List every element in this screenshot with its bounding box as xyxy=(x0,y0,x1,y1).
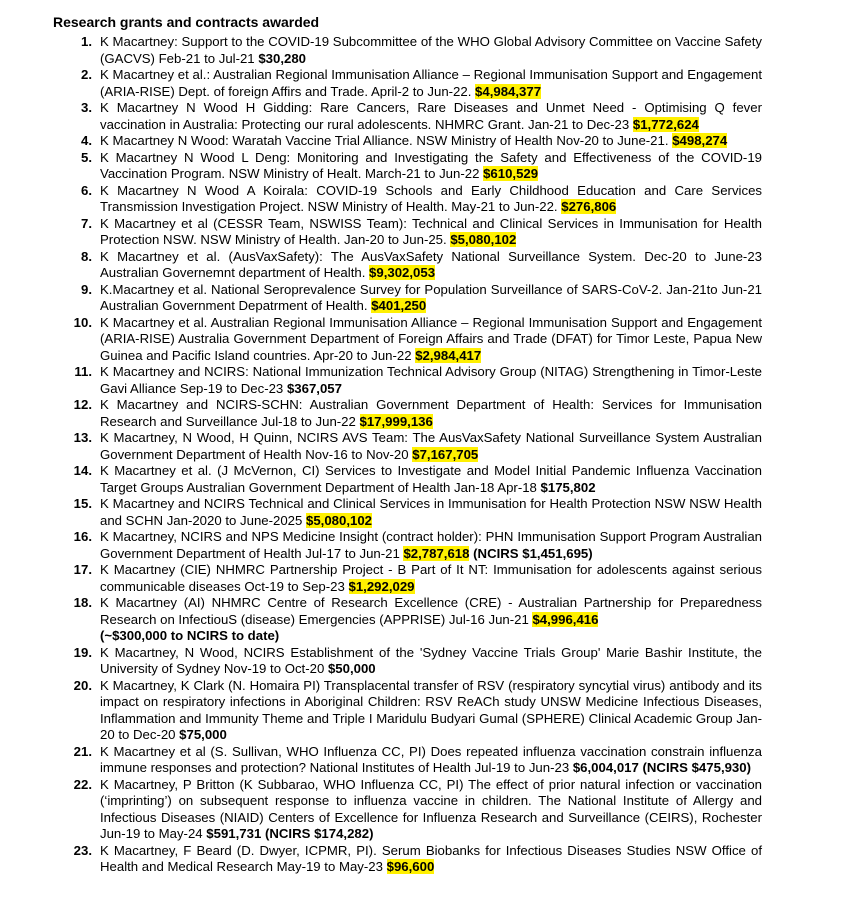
grant-description: K Macartney, P Britton (K Subbarao, WHO Influenza CC, PI) The effect of prior natural infection or vaccination (‘imprinting’) on subsequent response to influenza vaccine in children. The National Institute of Allergy and Infectious Diseases (NIAID) Centers of Excellence for Influenza Research and Surveillance (CEIRS), Rochester Jun-19 to May-24 xyxy=(100,776,762,841)
grant-description: K Macartney et al.: Australian Regional Immunisation Alliance – Regional Immunisation Support and Engagement (ARIA-RISE) Dept. of foreign Affirs and Trade. April-2 to Jun-22. xyxy=(100,67,762,99)
highlighted-amount: $1,292,029 xyxy=(348,578,415,594)
grant-item-number: 6. xyxy=(81,182,92,198)
grant-item-number: 12. xyxy=(73,397,92,412)
grant-amount: $50,000 xyxy=(327,661,376,676)
grant-item xyxy=(0,595,762,645)
grant-item xyxy=(0,133,762,150)
grant-item-number: 19. xyxy=(73,644,92,660)
grant-note: (~$300,000 to NCIRS to date) xyxy=(100,628,280,643)
grant-item-number: 11. xyxy=(74,364,92,379)
grant-item-number: 23. xyxy=(73,842,92,858)
highlighted-amount: $276,806 xyxy=(561,199,617,214)
grant-item xyxy=(0,249,762,282)
section-heading: Research grants and contracts awarded xyxy=(53,14,320,30)
grant-item-number: 16. xyxy=(73,529,92,544)
grant-item xyxy=(0,645,762,678)
highlighted-amount: $610,529 xyxy=(483,166,539,181)
grant-item xyxy=(0,397,762,430)
grant-item xyxy=(0,364,762,397)
grant-item-number: 15. xyxy=(73,496,92,511)
grant-description: K Macartney: Support to the COVID-19 Subcommittee of the WHO Global Advisory Committee on Vaccine Safety (GACVS) Feb-21 to Jul-21 xyxy=(100,34,762,66)
grant-description: K Macartney, K Clark (N. Homaira PI) Transplacental transfer of RSV (respiratory syncytial virus) antibody and its impact on respiratory infections in Aboriginal Children: RSV ReACh study UNSW Medicine Infectious Diseases, Inflammation and Immunity Theme and Triple I Maridulu Budyari Gumal (SPHERE) Clinical Academic Group Jan-20 to Dec-20 xyxy=(100,677,762,742)
grant-description: K Macartney and NCIRS-SCHN: Australian Government Department of Health: Services for Immunisation Research and Surveillance Jul-18 to Jun-22 xyxy=(100,397,762,429)
grant-item-number: 20. xyxy=(73,677,92,693)
highlighted-amount: $9,302,053 xyxy=(369,265,436,280)
grant-amount: $591,731 xyxy=(206,826,262,841)
highlighted-amount: $5,080,102 xyxy=(306,512,373,528)
grant-item xyxy=(0,430,762,463)
grant-description: K.Macartney et al. National Seroprevalence Survey for Population Surveillance of SARS-CoV-2. Jan-21to Jun-21 Australian Government Depatrment of Health. xyxy=(100,281,762,313)
grant-item-number: 14. xyxy=(73,463,92,478)
grant-description: K Macartney et al. (J McVernon, CI) Services to Investigate and Model Initial Pandemic Influenza Vaccination Target Groups Australian Government Department of Health Jan-18 Apr-18 xyxy=(100,463,762,495)
grant-item xyxy=(0,150,762,183)
grant-item-number: 17. xyxy=(73,562,92,577)
grant-item-number: 13. xyxy=(73,430,92,445)
grant-description: K Macartney N Wood L Deng: Monitoring and Investigating the Safety and Effectiveness of the COVID-19 Vaccination Program. NSW Ministry of Healt. March-21 to Jun-22 xyxy=(100,149,762,181)
grant-item xyxy=(0,183,762,216)
grant-item-number: 5. xyxy=(81,149,92,165)
grant-description: K Macartney et al (CESSR Team, NSWISS Team): Technical and Clinical Services in Immunisation for Health Protection NSW. NSW Ministry of Health. Jan-20 to Jun-25. xyxy=(100,215,762,247)
grant-item-number: 10. xyxy=(73,314,92,330)
grant-item xyxy=(0,463,762,496)
grant-item-number: 21. xyxy=(73,743,92,759)
grant-item xyxy=(0,100,762,133)
grant-item xyxy=(0,678,762,744)
grant-description: K Macartney and NCIRS: National Immunization Technical Advisory Group (NITAG) Strengthening in Timor-Leste Gavi Alliance Sep-19 to Dec-23 xyxy=(100,364,762,396)
grant-amount: (NCIRS $174,282) xyxy=(264,826,374,841)
grant-list xyxy=(0,34,843,876)
grant-amount: (NCIRS $1,451,695) xyxy=(473,545,593,561)
grant-item xyxy=(0,216,762,249)
grant-item-number: 1. xyxy=(81,34,92,49)
grant-item-number: 4. xyxy=(81,133,92,148)
highlighted-amount: $7,167,705 xyxy=(412,446,479,462)
grant-item-number: 7. xyxy=(81,215,92,231)
grant-item xyxy=(0,282,762,315)
grant-description: K Macartney, F Beard (D. Dwyer, ICPMR, PI). Serum Biobanks for Infectious Diseases Studies NSW Office of Health and Medical Research May-19 to May-23 xyxy=(100,842,762,874)
grant-description: K Macartney et al (S. Sullivan, WHO Influenza CC, PI) Does repeated influenza vaccination constrain influenza immune responses and protection? National Institutes of Health Jul-19 to Jun-23 xyxy=(100,743,762,775)
grant-description: K Macartney, NCIRS and NPS Medicine Insight (contract holder): PHN Immunisation Support Program Australian Government Department of Health Jul-17 to Jun-21 xyxy=(100,529,762,561)
grant-description: K Macartney N Wood: Waratah Vaccine Trial Alliance. NSW Ministry of Health Nov-20 to June-21. xyxy=(100,133,673,148)
grant-description: K Macartney (CIE) NHMRC Partnership Project - B Part of It NT: Immunisation for adolescents against serious communicable diseases Oct-19 to Sep-23 xyxy=(100,562,762,594)
grant-description: K Macartney et al. (AusVaxSafety): The AusVaxSafety National Surveillance System. Dec-20 to June-23 Australian Governemnt department of Health. xyxy=(100,248,762,280)
highlighted-amount: $4,996,416 xyxy=(532,611,599,627)
grant-item xyxy=(0,315,762,365)
grant-item-number: 9. xyxy=(81,281,92,297)
grant-item xyxy=(0,777,762,843)
grant-amount: $30,280 xyxy=(258,50,306,66)
grant-item-number: 3. xyxy=(81,100,92,115)
highlighted-amount: $17,999,136 xyxy=(359,413,433,429)
grant-amount: $6,004,017 xyxy=(572,760,639,775)
grant-amount: $75,000 xyxy=(179,727,227,742)
grant-item xyxy=(0,496,762,529)
highlighted-amount: $5,080,102 xyxy=(450,232,517,247)
grant-item xyxy=(0,67,762,100)
grant-item xyxy=(0,34,762,67)
grant-item-number: 22. xyxy=(73,776,92,792)
grant-amount: $175,802 xyxy=(540,479,596,495)
highlighted-amount: $4,984,377 xyxy=(475,83,542,99)
grant-description: K Macartney, N Wood, H Quinn, NCIRS AVS Team: The AusVaxSafety National Surveillance System Australian Government Department of Health Nov-16 to Nov-20 xyxy=(100,430,762,462)
highlighted-amount: $2,984,417 xyxy=(415,347,482,363)
grant-amount: $367,057 xyxy=(286,380,342,396)
highlighted-amount: $498,274 xyxy=(672,133,728,148)
grant-amount: (NCIRS $475,930) xyxy=(642,760,751,775)
grant-description: K Macartney, N Wood, NCIRS Establishment of the 'Sydney Vaccine Trials Group' Marie Bashir Institute, the University of Sydney Nov-19 to Oct-20 xyxy=(100,644,762,676)
highlighted-amount: $96,600 xyxy=(386,859,435,874)
grant-description: K Macartney N Wood A Koirala: COVID-19 Schools and Early Childhood Education and Care Services Transmission Investigation Project. NSW Ministry of Health. May-21 to Jun-22. xyxy=(100,182,762,214)
grant-item xyxy=(0,744,762,777)
grant-item-number: 2. xyxy=(81,67,92,82)
highlighted-amount: $1,772,624 xyxy=(632,116,699,132)
grant-item xyxy=(0,562,762,595)
highlighted-amount: $401,250 xyxy=(371,298,427,313)
grant-description: K Macartney et al. Australian Regional Immunisation Alliance – Regional Immunisation Support and Engagement (ARIA-RISE) Australia Government Department of Foreign Affairs and Trade (DFAT) for Timor Leste, Papua New Guinea and Pacific Island countries. Apr-20 to Jun-22 xyxy=(100,314,762,363)
grant-description: K Macartney N Wood H Gidding: Rare Cancers, Rare Diseases and Unmet Need - Optimising Q fever vaccination in Australia: Protecting our rural adolescents. NHMRC Grant. Jan-21 to Dec-23 xyxy=(100,100,762,132)
grant-description: K Macartney (AI) NHMRC Centre of Research Excellence (CRE) - Australian Partnership for Preparedness Research on InfectiouS (disease) Emergencies (APPRISE) Jul-16 Jun-21 xyxy=(100,595,762,627)
highlighted-amount: $2,787,618 xyxy=(403,545,470,561)
grant-item-number: 18. xyxy=(73,595,92,610)
grant-description: K Macartney and NCIRS Technical and Clinical Services in Immunisation for Health Protection NSW NSW Health and SCHN Jan-2020 to June-2025 xyxy=(100,496,762,528)
grant-item-number: 8. xyxy=(81,248,92,264)
grant-item xyxy=(0,529,762,562)
grant-item xyxy=(0,843,762,876)
